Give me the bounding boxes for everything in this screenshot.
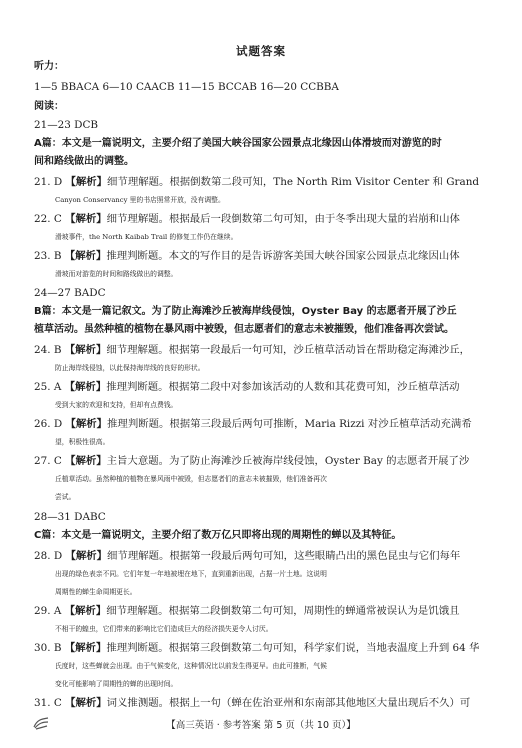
- line-text: 推理判断题。本文的写作目的是告诉游客美国大峡谷国家公园景点北缘因山体: [106, 250, 460, 262]
- line-text: 细节理解题。根据第一段最后一句可知，沙丘植草活动旨在帮助稳定海滩沙丘，: [106, 344, 471, 356]
- line-text: 细节理解题。根据倒数第二段可知，The North Rim Visitor Center 和 Grand: [107, 176, 480, 188]
- answer-line-22c: [34, 212, 494, 226]
- text-line: [55, 398, 515, 412]
- text-line: [34, 305, 494, 319]
- line-text: 氏度时，这些蝉就会出现。由于气候变化，这种情况比以前发生得更早。由此可推断，气候: [55, 662, 327, 670]
- line-text: 受到大家的欢迎和支持，但却有点费钱。: [55, 401, 178, 409]
- line-text: 1—5 BBACA 6—10 CAACB 11—15 BCCAB 16—20 CCBBA: [34, 81, 339, 93]
- line-text: 28—31 DABC: [34, 511, 106, 523]
- text-line: [55, 472, 515, 486]
- question-number: 28. D: [34, 550, 63, 562]
- line-text: 细节理解题。根据第一段最后两句可知，这些眼睛凸出的黑色昆虫与它们每年: [107, 550, 461, 562]
- answer-line-24b: [34, 343, 494, 357]
- line-text: 周期性的蝉生命周期更长。: [55, 588, 137, 596]
- text-line: [34, 80, 494, 94]
- line-text: 推理判断题。根据第三段倒数第二句可知，科学家们说，当地表温度上升到 64 华: [106, 642, 480, 654]
- line-text: 推理判断题。根据第三段最后两句可推断，Maria Rizzi 对沙丘植草活动充满希: [107, 418, 472, 430]
- line-text: 尝试。: [55, 493, 76, 501]
- text-line: [55, 230, 515, 244]
- answer-line-30b: [34, 641, 494, 655]
- text-line: [34, 60, 494, 74]
- analysis-tag: 【解析】: [64, 250, 107, 262]
- line-text: 细节理解题。根据最后一段倒数第二句可知，由于冬季出现大量的岩崩和山体: [106, 213, 460, 225]
- line-text: 望，积极性很高。: [55, 438, 110, 446]
- text-line: [55, 567, 515, 581]
- line-text: 间和路线做出的调整。: [34, 156, 134, 167]
- line-text: 推理判断题。根据第二段中对参加该活动的人数和其花费可知，沙丘植草活动: [106, 381, 460, 393]
- question-number: 31. C: [34, 697, 62, 709]
- line-text: 丘植草活动。虽然种植的植物在暴风雨中被毁，但志愿者们的意志未被摧毁，他们准备再次: [55, 475, 327, 483]
- line-text: 细节理解题。根据第二段倒数第二句可知，周期性的蝉通常被误认为是饥饿且: [106, 605, 460, 617]
- analysis-tag: 【解析】: [65, 697, 107, 709]
- question-number: 22. C: [34, 213, 62, 225]
- question-number: 21. D: [34, 176, 63, 188]
- text-line: [34, 529, 494, 543]
- analysis-tag: 【解析】: [65, 550, 108, 562]
- line-text: B篇：本文是一篇记叙文。为了防止海滩沙丘被海岸线侵蚀，Oyster Bay 的志愿者开展了沙丘: [34, 306, 457, 317]
- analysis-tag: 【解析】: [65, 213, 107, 225]
- line-text: Canyon Conservancy 里的书店照常开放，没有调整。: [55, 196, 225, 204]
- answer-line-31c: [34, 696, 494, 710]
- text-line: [55, 659, 515, 673]
- text-line: [34, 323, 494, 337]
- analysis-tag: 【解析】: [64, 344, 107, 356]
- analysis-tag: 【解析】: [64, 642, 107, 654]
- line-text: 听力：: [34, 61, 64, 72]
- line-text: 滑坡而对游览的时间和路线做出的调整。: [55, 270, 178, 278]
- question-number: 27. C: [34, 455, 62, 467]
- text-line: [34, 286, 494, 300]
- answer-line-21d: [34, 175, 494, 189]
- answer-line-23b: [34, 249, 494, 263]
- analysis-tag: 【解析】: [64, 381, 107, 393]
- text-line: [34, 100, 494, 114]
- line-text: 24—27 BADC: [34, 287, 106, 299]
- text-line: [34, 137, 494, 151]
- text-line: [55, 585, 515, 599]
- line-text: 主旨大意题。为了防止海滩沙丘被海岸线侵蚀，Oyster Bay 的志愿者开展了沙: [106, 455, 470, 467]
- page-footer: 【高三英语 · 参考答案 第 5 页（共 10 页）】: [166, 720, 356, 731]
- text-line: [55, 361, 515, 375]
- question-number: 26. D: [34, 418, 63, 430]
- question-number: 25. A: [34, 381, 62, 393]
- text-line: [55, 267, 515, 281]
- text-line: [34, 118, 494, 132]
- answer-line-29a: [34, 604, 494, 618]
- line-text: 滑坡事件，the North Kaibab Trail 的修复工作仍在继续。: [55, 233, 238, 241]
- text-line: [34, 155, 494, 169]
- answer-line-28d: [34, 549, 494, 563]
- question-number: 24. B: [34, 344, 62, 356]
- text-line: [34, 510, 494, 524]
- line-text: 词义推测题。根据上一句（蝉在佐治亚州和东南部其他地区大量出现后不久）可: [106, 697, 471, 709]
- line-text: 出现的绿色表亲不同。它们年复一年地被埋在地下，直到重新出现，占据一片土地。这说明: [55, 570, 327, 578]
- answer-line-25a: [34, 380, 494, 394]
- text-line: [55, 677, 515, 691]
- analysis-tag: 【解析】: [64, 605, 107, 617]
- line-text: 21—23 DCB: [34, 119, 99, 131]
- text-line: [55, 622, 515, 636]
- line-text: 植草活动。虽然种植的植物在暴风雨中被毁，但志愿者们的意志未被摧毁，他们准备再次尝试。: [34, 324, 454, 335]
- analysis-tag: 【解析】: [65, 176, 108, 188]
- line-text: 防止海岸线侵蚀，以此保持海岸线的良好的形状。: [55, 364, 205, 372]
- answer-line-26d: [34, 417, 494, 431]
- line-text: C篇：本文是一篇说明文，主要介绍了数万亿只即将出现的周期性的蝉以及其特征。: [34, 530, 402, 541]
- line-text: 阅读：: [34, 101, 64, 112]
- line-text: A篇：本文是一篇说明文，主要介绍了美国大峡谷国家公园景点北缘因山体滑坡而对游览的时: [34, 138, 442, 149]
- answer-line-27c: [34, 454, 494, 468]
- text-line: [55, 193, 515, 207]
- page-title: 试题答案: [236, 44, 286, 58]
- question-number: 29. A: [34, 605, 62, 617]
- analysis-tag: 【解析】: [65, 418, 108, 430]
- analysis-tag: 【解析】: [65, 455, 107, 467]
- question-number: 23. B: [34, 250, 62, 262]
- line-text: 不相干的蝗虫，它们带来的影响比它们造成巨大的经济损失更令人讨厌。: [55, 625, 273, 633]
- text-line: [55, 490, 515, 504]
- line-text: 变化可能影响了周期性的蝉的出现时间。: [55, 680, 178, 688]
- question-number: 30. B: [34, 642, 62, 654]
- text-line: [55, 435, 515, 449]
